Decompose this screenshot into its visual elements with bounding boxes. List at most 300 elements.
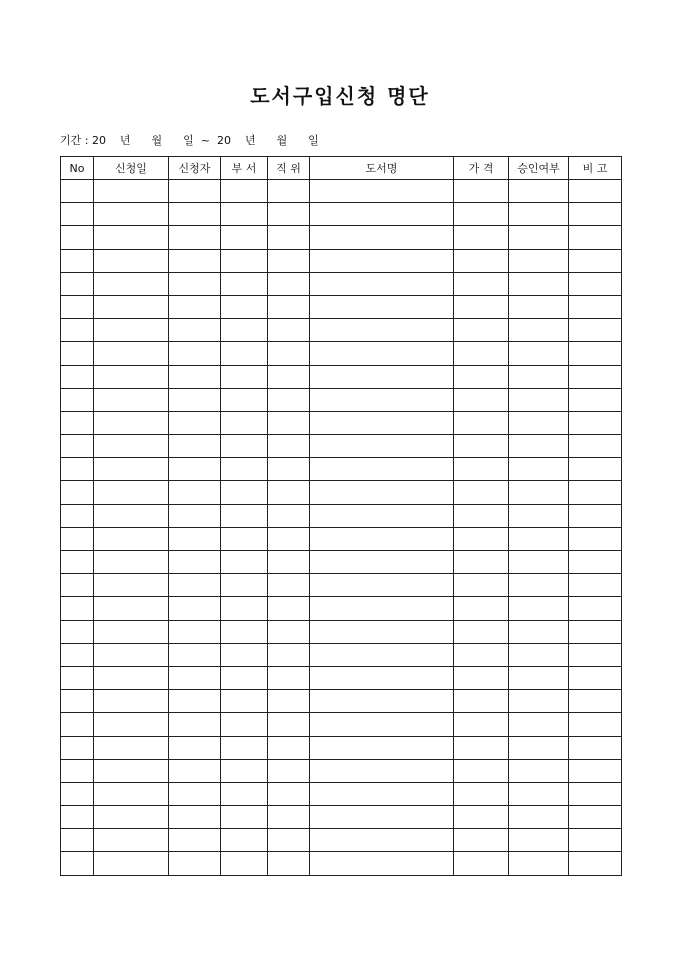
table-cell[interactable] [454, 574, 509, 597]
table-cell[interactable] [569, 597, 622, 620]
table-cell[interactable] [221, 620, 268, 643]
table-cell[interactable] [94, 806, 169, 829]
table-cell[interactable] [61, 504, 94, 527]
table-cell[interactable] [221, 295, 268, 318]
table-cell[interactable] [268, 342, 310, 365]
table-row [61, 852, 622, 875]
table-cell[interactable] [509, 481, 569, 504]
table-cell[interactable] [221, 365, 268, 388]
table-cell[interactable] [310, 527, 454, 550]
table-cell[interactable] [94, 690, 169, 713]
table-cell[interactable] [94, 481, 169, 504]
table-cell[interactable] [268, 481, 310, 504]
table-body [61, 180, 622, 876]
table-cell[interactable] [310, 180, 454, 203]
table-cell[interactable] [569, 226, 622, 249]
table-cell[interactable] [61, 759, 94, 782]
table-cell[interactable] [310, 272, 454, 295]
table-cell[interactable] [268, 829, 310, 852]
table-cell[interactable] [169, 527, 221, 550]
header-approval: 승인여부 [509, 157, 569, 180]
table-cell[interactable] [169, 481, 221, 504]
table-header-row [61, 157, 622, 180]
header-price: 가 격 [454, 157, 509, 180]
table-cell[interactable] [61, 365, 94, 388]
table-cell[interactable] [509, 203, 569, 226]
table-cell[interactable] [310, 295, 454, 318]
table-cell[interactable] [169, 342, 221, 365]
table-cell[interactable] [221, 806, 268, 829]
table-cell[interactable] [221, 666, 268, 689]
table-cell[interactable] [94, 249, 169, 272]
table-row [61, 666, 622, 689]
table-cell[interactable] [221, 690, 268, 713]
table-cell[interactable] [268, 574, 310, 597]
table-cell[interactable] [454, 411, 509, 434]
table-cell[interactable] [454, 759, 509, 782]
table-cell[interactable] [268, 272, 310, 295]
table-row [61, 736, 622, 759]
table-cell[interactable] [454, 458, 509, 481]
table-cell[interactable] [310, 829, 454, 852]
table-cell[interactable] [569, 249, 622, 272]
table-cell[interactable] [268, 713, 310, 736]
table-cell[interactable] [94, 829, 169, 852]
table-row [61, 643, 622, 666]
table-cell[interactable] [169, 458, 221, 481]
header-no: No [61, 157, 94, 180]
table-cell[interactable] [310, 736, 454, 759]
table-cell[interactable] [454, 782, 509, 805]
table-row [61, 713, 622, 736]
table-cell[interactable] [454, 342, 509, 365]
header-department: 부 서 [221, 157, 268, 180]
table-cell[interactable] [569, 411, 622, 434]
table-cell[interactable] [454, 272, 509, 295]
table-cell[interactable] [268, 226, 310, 249]
table-cell[interactable] [169, 690, 221, 713]
table-cell[interactable] [61, 481, 94, 504]
table-cell[interactable] [569, 295, 622, 318]
table-cell[interactable] [268, 388, 310, 411]
table-cell[interactable] [169, 319, 221, 342]
table-cell[interactable] [310, 620, 454, 643]
table-cell[interactable] [454, 806, 509, 829]
table-cell[interactable] [221, 319, 268, 342]
table-cell[interactable] [94, 203, 169, 226]
table-cell[interactable] [221, 713, 268, 736]
table-cell[interactable] [221, 435, 268, 458]
header-requester: 신청자 [169, 157, 221, 180]
table-cell[interactable] [221, 852, 268, 875]
table-cell[interactable] [94, 527, 169, 550]
table-cell[interactable] [310, 759, 454, 782]
table-row [61, 272, 622, 295]
table-cell[interactable] [169, 597, 221, 620]
table-cell[interactable] [268, 458, 310, 481]
table-cell[interactable] [61, 527, 94, 550]
table-cell[interactable] [221, 411, 268, 434]
table-cell[interactable] [61, 713, 94, 736]
table-cell[interactable] [310, 713, 454, 736]
table-cell[interactable] [221, 249, 268, 272]
table-cell[interactable] [169, 504, 221, 527]
table-cell[interactable] [94, 666, 169, 689]
table-cell[interactable] [509, 759, 569, 782]
table-cell[interactable] [310, 365, 454, 388]
table-cell[interactable] [268, 435, 310, 458]
table-cell[interactable] [268, 759, 310, 782]
table-cell[interactable] [509, 736, 569, 759]
table-row [61, 365, 622, 388]
table-cell[interactable] [569, 435, 622, 458]
table-cell[interactable] [94, 574, 169, 597]
table-cell[interactable] [61, 295, 94, 318]
table-cell[interactable] [61, 342, 94, 365]
table-cell[interactable] [310, 690, 454, 713]
table-cell[interactable] [221, 527, 268, 550]
table-cell[interactable] [509, 713, 569, 736]
table-cell[interactable] [268, 527, 310, 550]
table-cell[interactable] [569, 319, 622, 342]
table-cell[interactable] [569, 574, 622, 597]
table-cell[interactable] [268, 203, 310, 226]
table-cell[interactable] [310, 319, 454, 342]
table-cell[interactable] [310, 249, 454, 272]
table-row [61, 806, 622, 829]
table-cell[interactable] [221, 180, 268, 203]
table-cell[interactable] [169, 643, 221, 666]
period-line: 기간 : 20 년 월 일 ~ 20 년 월 일 [60, 134, 319, 147]
table-cell[interactable] [569, 852, 622, 875]
table-cell[interactable] [268, 690, 310, 713]
table-row [61, 319, 622, 342]
table-cell[interactable] [509, 829, 569, 852]
table-cell[interactable] [221, 226, 268, 249]
table-cell[interactable] [569, 690, 622, 713]
table-cell[interactable] [454, 643, 509, 666]
table-cell[interactable] [169, 666, 221, 689]
table-cell[interactable] [569, 551, 622, 574]
table-cell[interactable] [94, 180, 169, 203]
table-cell[interactable] [61, 388, 94, 411]
table-cell[interactable] [569, 481, 622, 504]
table-cell[interactable] [221, 643, 268, 666]
table-cell[interactable] [268, 365, 310, 388]
table-cell[interactable] [569, 759, 622, 782]
table-cell[interactable] [454, 551, 509, 574]
table-cell[interactable] [569, 643, 622, 666]
table-cell[interactable] [221, 481, 268, 504]
table-row [61, 435, 622, 458]
table-cell[interactable] [169, 829, 221, 852]
table-cell[interactable] [310, 342, 454, 365]
table-row [61, 551, 622, 574]
table-cell[interactable] [268, 620, 310, 643]
table-cell[interactable] [454, 319, 509, 342]
table-cell[interactable] [221, 388, 268, 411]
table-cell[interactable] [268, 806, 310, 829]
table-cell[interactable] [509, 643, 569, 666]
table-cell[interactable] [268, 180, 310, 203]
table-cell[interactable] [221, 458, 268, 481]
table-cell[interactable] [569, 458, 622, 481]
table-cell[interactable] [61, 829, 94, 852]
table-cell[interactable] [61, 852, 94, 875]
table-cell[interactable] [169, 759, 221, 782]
table-cell[interactable] [454, 736, 509, 759]
table-cell[interactable] [569, 504, 622, 527]
table-cell[interactable] [94, 504, 169, 527]
table-cell[interactable] [61, 736, 94, 759]
table-cell[interactable] [61, 806, 94, 829]
table-cell[interactable] [169, 620, 221, 643]
table-cell[interactable] [61, 458, 94, 481]
table-cell[interactable] [454, 481, 509, 504]
table-cell[interactable] [509, 504, 569, 527]
table-cell[interactable] [268, 249, 310, 272]
table-cell[interactable] [61, 551, 94, 574]
table-cell[interactable] [169, 180, 221, 203]
table-cell[interactable] [61, 319, 94, 342]
table-cell[interactable] [310, 226, 454, 249]
table-cell[interactable] [169, 736, 221, 759]
table-row [61, 690, 622, 713]
table-cell[interactable] [94, 551, 169, 574]
table-cell[interactable] [569, 829, 622, 852]
table-cell[interactable] [454, 295, 509, 318]
table-cell[interactable] [310, 643, 454, 666]
table-cell[interactable] [509, 690, 569, 713]
table-cell[interactable] [454, 690, 509, 713]
table-cell[interactable] [454, 249, 509, 272]
table-cell[interactable] [221, 597, 268, 620]
table-cell[interactable] [569, 203, 622, 226]
table-cell[interactable] [268, 782, 310, 805]
table-cell[interactable] [509, 319, 569, 342]
table-cell[interactable] [569, 806, 622, 829]
table-cell[interactable] [569, 527, 622, 550]
table-cell[interactable] [169, 295, 221, 318]
table-cell[interactable] [94, 272, 169, 295]
table-cell[interactable] [94, 411, 169, 434]
table-cell[interactable] [221, 736, 268, 759]
table-cell[interactable] [61, 272, 94, 295]
table-cell[interactable] [454, 852, 509, 875]
table-row [61, 574, 622, 597]
table-cell[interactable] [310, 481, 454, 504]
table-cell[interactable] [94, 713, 169, 736]
table-row [61, 249, 622, 272]
table-cell[interactable] [509, 527, 569, 550]
table-cell[interactable] [61, 203, 94, 226]
table-cell[interactable] [94, 226, 169, 249]
table-cell[interactable] [509, 458, 569, 481]
table-cell[interactable] [569, 666, 622, 689]
table-row [61, 481, 622, 504]
table-cell[interactable] [509, 272, 569, 295]
table-cell[interactable] [454, 203, 509, 226]
table-cell[interactable] [569, 272, 622, 295]
table-row [61, 620, 622, 643]
table-cell[interactable] [569, 342, 622, 365]
table-cell[interactable] [454, 527, 509, 550]
table-cell[interactable] [94, 643, 169, 666]
table-cell[interactable] [94, 782, 169, 805]
table-cell[interactable] [509, 226, 569, 249]
table-cell[interactable] [268, 666, 310, 689]
table-cell[interactable] [94, 342, 169, 365]
table-cell[interactable] [169, 226, 221, 249]
table-cell[interactable] [454, 435, 509, 458]
table-cell[interactable] [310, 388, 454, 411]
table-cell[interactable] [509, 782, 569, 805]
table-cell[interactable] [221, 551, 268, 574]
table-cell[interactable] [310, 411, 454, 434]
table-cell[interactable] [454, 666, 509, 689]
document-title: 도서구입신청 명단 [250, 84, 430, 108]
table-row [61, 342, 622, 365]
table-cell[interactable] [221, 574, 268, 597]
table-cell[interactable] [169, 713, 221, 736]
table-cell[interactable] [509, 551, 569, 574]
table-cell[interactable] [169, 852, 221, 875]
table-cell[interactable] [310, 597, 454, 620]
table-cell[interactable] [268, 852, 310, 875]
table-cell[interactable] [221, 782, 268, 805]
table-cell[interactable] [454, 620, 509, 643]
table-row [61, 458, 622, 481]
table-cell[interactable] [569, 736, 622, 759]
table-cell[interactable] [221, 504, 268, 527]
table-cell[interactable] [310, 806, 454, 829]
table-cell[interactable] [94, 759, 169, 782]
table-cell[interactable] [221, 829, 268, 852]
table-cell[interactable] [268, 411, 310, 434]
table-cell[interactable] [94, 435, 169, 458]
table-row [61, 782, 622, 805]
table-cell[interactable] [61, 597, 94, 620]
table-cell[interactable] [169, 782, 221, 805]
table-cell[interactable] [268, 551, 310, 574]
table-cell[interactable] [268, 597, 310, 620]
table-cell[interactable] [509, 295, 569, 318]
table-cell[interactable] [169, 574, 221, 597]
table-cell[interactable] [310, 203, 454, 226]
table-cell[interactable] [94, 319, 169, 342]
table-cell[interactable] [268, 736, 310, 759]
table-cell[interactable] [169, 551, 221, 574]
table-cell[interactable] [454, 504, 509, 527]
table-cell[interactable] [221, 203, 268, 226]
table-cell[interactable] [509, 597, 569, 620]
table-cell[interactable] [310, 574, 454, 597]
table-cell[interactable] [61, 782, 94, 805]
table-cell[interactable] [61, 249, 94, 272]
table-cell[interactable] [94, 736, 169, 759]
table-cell[interactable] [94, 295, 169, 318]
header-remarks: 비 고 [569, 157, 622, 180]
table-cell[interactable] [454, 388, 509, 411]
table-cell[interactable] [509, 249, 569, 272]
table-cell[interactable] [509, 342, 569, 365]
table-cell[interactable] [454, 180, 509, 203]
table-cell[interactable] [94, 852, 169, 875]
table-cell[interactable] [169, 435, 221, 458]
table-cell[interactable] [454, 226, 509, 249]
table-cell[interactable] [169, 365, 221, 388]
table-cell[interactable] [94, 620, 169, 643]
table-cell[interactable] [169, 203, 221, 226]
table-cell[interactable] [268, 295, 310, 318]
table-cell[interactable] [94, 388, 169, 411]
table-cell[interactable] [61, 574, 94, 597]
table-cell[interactable] [94, 597, 169, 620]
table-cell[interactable] [310, 504, 454, 527]
table-cell[interactable] [61, 690, 94, 713]
table-cell[interactable] [61, 666, 94, 689]
table-cell[interactable] [221, 272, 268, 295]
table-cell[interactable] [61, 620, 94, 643]
table-cell[interactable] [454, 597, 509, 620]
table-cell[interactable] [61, 411, 94, 434]
table-cell[interactable] [569, 782, 622, 805]
table-cell[interactable] [61, 643, 94, 666]
table-cell[interactable] [310, 435, 454, 458]
table-cell[interactable] [509, 620, 569, 643]
table-cell[interactable] [509, 435, 569, 458]
table-cell[interactable] [61, 226, 94, 249]
table-cell[interactable] [310, 852, 454, 875]
table-cell[interactable] [569, 713, 622, 736]
table-cell[interactable] [509, 365, 569, 388]
table-cell[interactable] [310, 458, 454, 481]
table-cell[interactable] [169, 388, 221, 411]
table-cell[interactable] [509, 666, 569, 689]
table-cell[interactable] [169, 411, 221, 434]
table-cell[interactable] [569, 388, 622, 411]
table-cell[interactable] [61, 180, 94, 203]
table-cell[interactable] [268, 504, 310, 527]
table-row [61, 829, 622, 852]
table-cell[interactable] [509, 852, 569, 875]
table-cell[interactable] [61, 435, 94, 458]
table-cell[interactable] [569, 365, 622, 388]
table-cell[interactable] [509, 388, 569, 411]
table-cell[interactable] [454, 365, 509, 388]
table-cell[interactable] [509, 411, 569, 434]
table-cell[interactable] [454, 713, 509, 736]
table-cell[interactable] [569, 620, 622, 643]
table-cell[interactable] [221, 342, 268, 365]
table-cell[interactable] [268, 643, 310, 666]
table-cell[interactable] [310, 666, 454, 689]
table-cell[interactable] [509, 180, 569, 203]
table-cell[interactable] [509, 574, 569, 597]
table-cell[interactable] [509, 806, 569, 829]
table-cell[interactable] [94, 458, 169, 481]
table-cell[interactable] [169, 806, 221, 829]
table-cell[interactable] [169, 272, 221, 295]
table-cell[interactable] [169, 249, 221, 272]
table-cell[interactable] [94, 365, 169, 388]
table-cell[interactable] [268, 319, 310, 342]
table-cell[interactable] [310, 551, 454, 574]
table-cell[interactable] [310, 782, 454, 805]
table-cell[interactable] [454, 829, 509, 852]
table-cell[interactable] [221, 759, 268, 782]
table-cell[interactable] [569, 180, 622, 203]
